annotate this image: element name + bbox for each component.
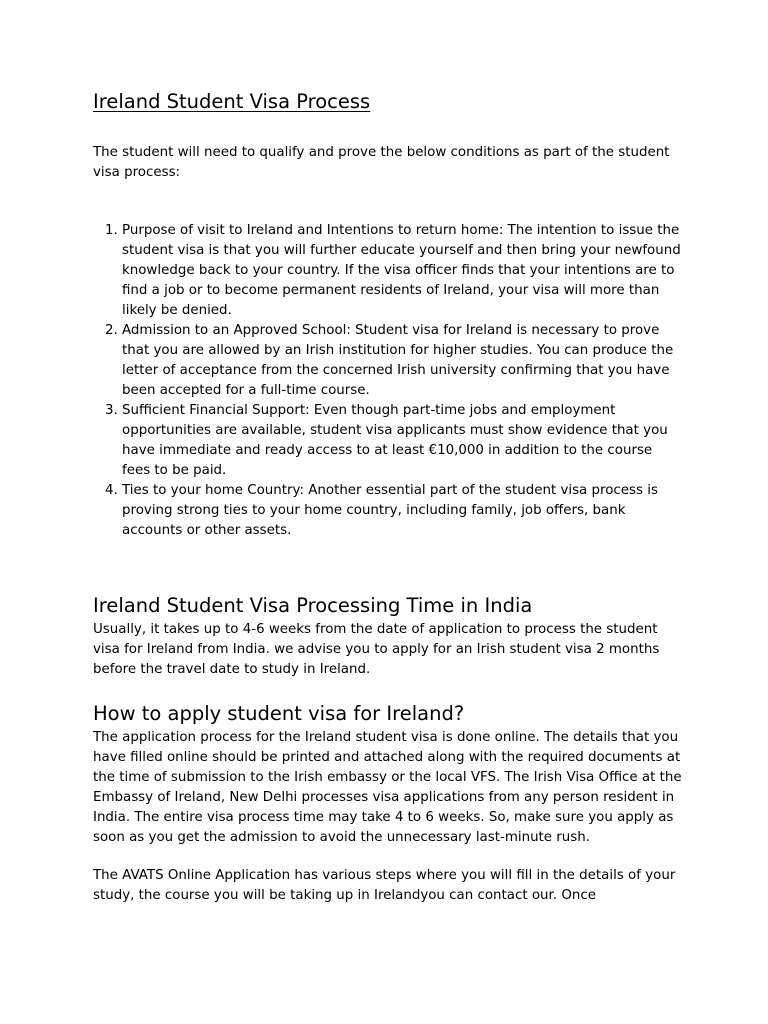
condition-item-admission: 2. Admission to an Approved School: Student visa for Ireland is necessary to prove that you are allowed by an Irish institution for higher studies. You can produce the letter of acceptance from the concerned Irish university confirming that you have been accepted for a full-time course. xyxy=(122,321,683,401)
processing-time-paragraph: Usually, it takes up to 4-6 weeks from the date of application to process the student visa for Ireland from India. we advise you to apply for an Irish student visa 2 months before the travel date to study in Ireland. xyxy=(93,622,660,677)
condition-item-financial: 3. Sufficient Financial Support: Even though part-time jobs and employment opportunities are available, student visa applicants must show evidence that you have immediate and ready access to at least €10,000 in addition to the course fees to be paid. xyxy=(122,401,683,481)
processing-time-heading: Ireland Student Visa Processing Time in India xyxy=(93,594,533,617)
how-to-apply-paragraph: The application process for the Ireland student visa is done online. The details that you have filled online should be printed and attached along with the required documents at the time of submission to the Irish embassy or the local VFS. The Irish Visa Office at the Embassy of Ireland, New Delhi processes visa applications from any person resident in India. The entire visa process time may take 4 to 6 weeks. So, make sure you apply as soon as you get the admission to avoid the unnecessary last-minute rush. xyxy=(93,730,682,845)
document-page xyxy=(93,88,683,906)
conditions-list xyxy=(93,221,683,541)
how-to-apply-heading: How to apply student visa for Ireland? xyxy=(93,702,465,725)
condition-item-purpose: 1. Purpose of visit to Ireland and Intentions to return home: The intention to issue the student visa is that you will further educate yourself and then bring your newfound knowledge back to your country. If the visa officer finds that your intentions are to find a job or to become permanent residents of Ireland, your visa will more than likely be denied. xyxy=(122,221,683,321)
condition-item-ties: 4. Ties to your home Country: Another essential part of the student visa process is proving strong ties to your home country, including family, job offers, bank accounts or other assets. xyxy=(122,481,683,541)
intro-paragraph: The student will need to qualify and prove the below conditions as part of the student visa process: xyxy=(93,145,670,180)
document-title: Ireland Student Visa Process xyxy=(93,90,371,113)
avats-paragraph: The AVATS Online Application has various steps where you will fill in the details of your study, the course you will be taking up in Irelandyou can contact our. Once xyxy=(93,868,676,903)
